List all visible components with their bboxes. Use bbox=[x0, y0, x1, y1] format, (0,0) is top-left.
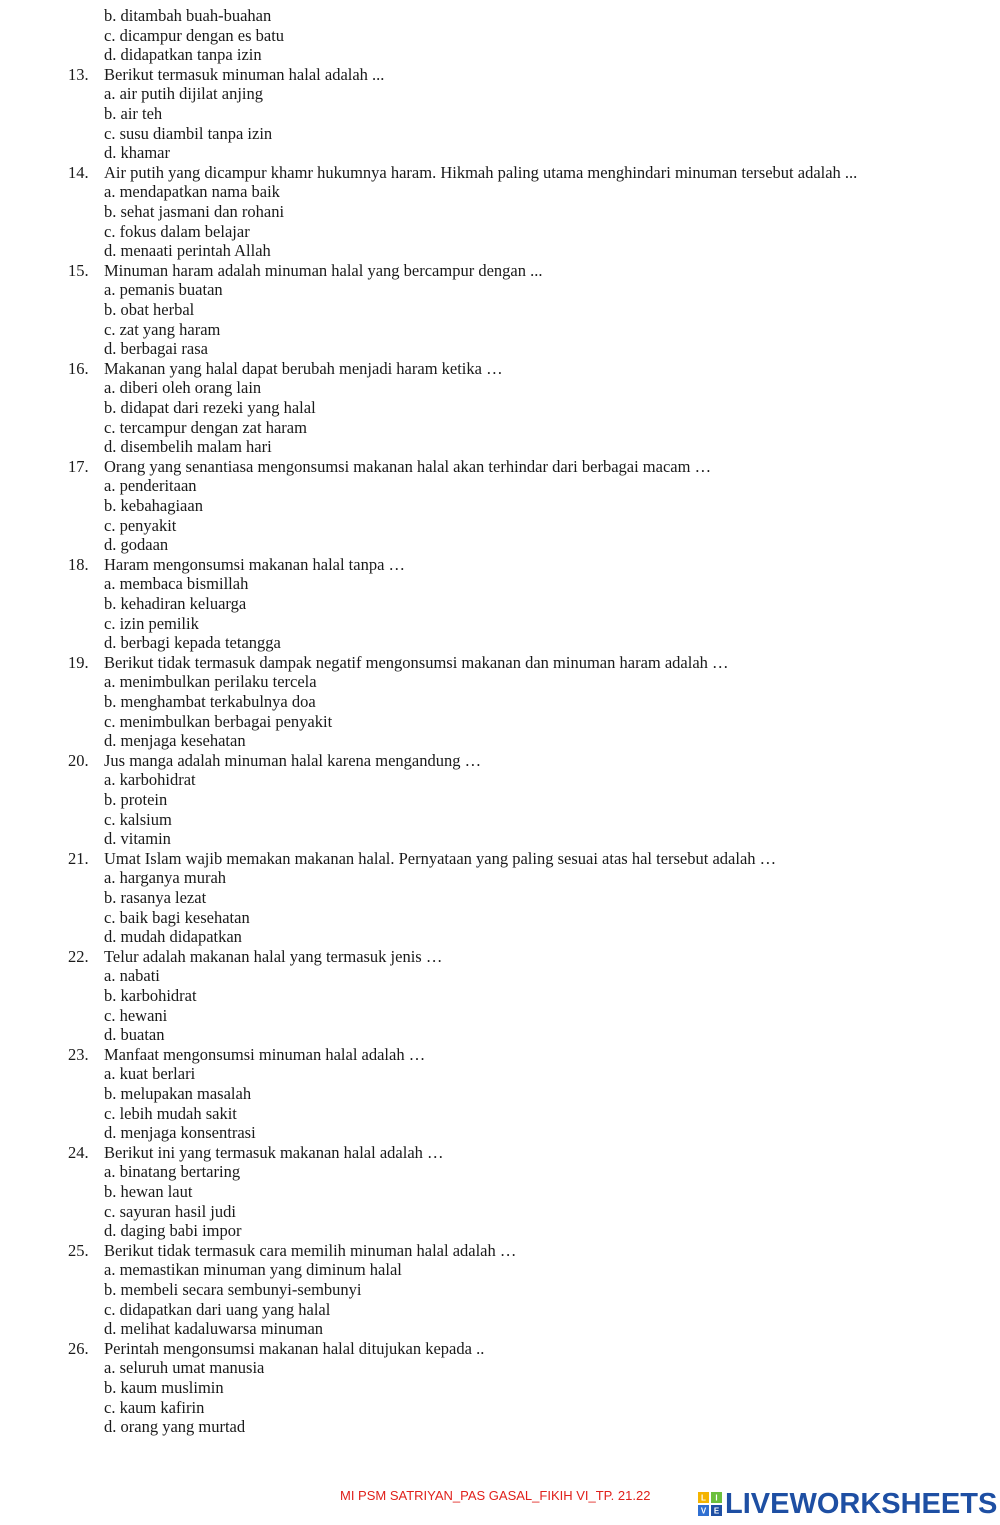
answer-option[interactable]: c. penyakit bbox=[104, 515, 177, 535]
question-number: 16. bbox=[68, 358, 89, 378]
question-text: Air putih yang dicampur khamr hukumnya haram. Hikmah paling utama menghindari minuman tersebut adalah ... bbox=[104, 162, 858, 182]
question-text: Manfaat mengonsumsi minuman halal adalah … bbox=[104, 1044, 426, 1064]
answer-option[interactable]: b. sehat jasmani dan rohani bbox=[104, 202, 285, 221]
answer-option[interactable]: d. menjaga konsentrasi bbox=[104, 1123, 256, 1143]
answer-option[interactable]: b. rasanya lezat bbox=[104, 888, 207, 907]
question-number: 24. bbox=[68, 1142, 89, 1162]
answer-option[interactable]: d. menaati perintah Allah bbox=[104, 241, 271, 261]
answer-option: c. dicampur dengan es batu bbox=[104, 25, 285, 45]
answer-option[interactable]: a. nabati bbox=[104, 966, 160, 986]
answer-option[interactable]: c. tercampur dengan zat haram bbox=[104, 417, 307, 437]
answer-option[interactable]: b. hewan laut bbox=[104, 1182, 193, 1201]
answer-option[interactable]: c. kalsium bbox=[104, 809, 172, 829]
answer-option[interactable]: a. mendapatkan nama baik bbox=[104, 182, 280, 202]
answer-option[interactable]: b. kaum muslimin bbox=[104, 1378, 224, 1397]
question-number: 23. bbox=[68, 1044, 89, 1064]
svg-text:V: V bbox=[700, 1506, 707, 1516]
answer-option[interactable]: c. baik bagi kesehatan bbox=[104, 907, 250, 927]
answer-option[interactable]: b. didapat dari rezeki yang halal bbox=[104, 398, 316, 417]
answer-option[interactable]: c. fokus dalam belajar bbox=[104, 221, 250, 241]
answer-option[interactable]: a. karbohidrat bbox=[104, 770, 196, 790]
question-text: Telur adalah makanan halal yang termasuk jenis … bbox=[104, 946, 443, 966]
answer-option[interactable]: d. mudah didapatkan bbox=[104, 927, 242, 947]
answer-option[interactable]: b. membeli secara sembunyi-sembunyi bbox=[104, 1280, 362, 1299]
answer-option[interactable]: b. protein bbox=[104, 790, 168, 809]
answer-option[interactable]: d. berbagai rasa bbox=[104, 339, 208, 359]
svg-text:L: L bbox=[701, 1493, 706, 1503]
answer-option[interactable]: c. kaum kafirin bbox=[104, 1397, 205, 1417]
svg-text:E: E bbox=[713, 1506, 720, 1516]
answer-option[interactable]: d. melihat kadaluwarsa minuman bbox=[104, 1319, 324, 1339]
answer-option[interactable]: c. sayuran hasil judi bbox=[104, 1201, 236, 1221]
answer-option[interactable]: a. kuat berlari bbox=[104, 1064, 196, 1084]
question-text: Berikut termasuk minuman halal adalah ... bbox=[104, 64, 385, 84]
question-number: 26. bbox=[68, 1338, 89, 1358]
question-number: 22. bbox=[68, 946, 89, 966]
answer-option[interactable]: a. memastikan minuman yang diminum halal bbox=[104, 1260, 402, 1280]
answer-option[interactable]: a. air putih dijilat anjing bbox=[104, 84, 264, 104]
answer-option[interactable]: a. diberi oleh orang lain bbox=[104, 378, 262, 398]
question-text: Orang yang senantiasa mengonsumsi makanan halal akan terhindar dari berbagai macam … bbox=[104, 456, 712, 476]
answer-option[interactable]: b. menghambat terkabulnya doa bbox=[104, 692, 316, 711]
footer-code: MI PSM SATRIYAN_PAS GASAL_FIKIH VI_TP. 21.22 bbox=[340, 1488, 651, 1503]
answer-option[interactable]: c. izin pemilik bbox=[104, 613, 199, 633]
answer-option[interactable]: b. karbohidrat bbox=[104, 986, 197, 1005]
answer-option[interactable]: b. obat herbal bbox=[104, 300, 195, 319]
question-number: 13. bbox=[68, 64, 89, 84]
question-text: Minuman haram adalah minuman halal yang bercampur dengan ... bbox=[104, 260, 543, 280]
question-number: 17. bbox=[68, 456, 89, 476]
answer-option[interactable]: a. penderitaan bbox=[104, 476, 197, 496]
question-number: 20. bbox=[68, 750, 89, 770]
question-number: 25. bbox=[68, 1240, 89, 1260]
liveworksheets-logo-icon bbox=[698, 1492, 722, 1516]
answer-option[interactable]: b. melupakan masalah bbox=[104, 1084, 252, 1103]
brand[interactable] bbox=[698, 1487, 997, 1521]
answer-option[interactable]: d. orang yang murtad bbox=[104, 1417, 246, 1437]
question-text: Umat Islam wajib memakan makanan halal. Pernyataan yang paling sesuai atas hal tersebut adalah … bbox=[104, 848, 777, 868]
question-text: Jus manga adalah minuman halal karena mengandung … bbox=[104, 750, 482, 770]
question-number: 15. bbox=[68, 260, 89, 280]
answer-option[interactable]: a. pemanis buatan bbox=[104, 280, 223, 300]
answer-option[interactable]: c. lebih mudah sakit bbox=[104, 1103, 237, 1123]
answer-option[interactable]: a. seluruh umat manusia bbox=[104, 1358, 265, 1378]
answer-option[interactable]: d. khamar bbox=[104, 143, 170, 163]
answer-option[interactable]: d. daging babi impor bbox=[104, 1221, 242, 1241]
brand-name: LIVEWORKSHEETS bbox=[725, 1487, 998, 1520]
answer-option[interactable]: a. harganya murah bbox=[104, 868, 227, 888]
question-number: 19. bbox=[68, 652, 89, 672]
answer-option[interactable]: a. menimbulkan perilaku tercela bbox=[104, 672, 317, 692]
answer-option[interactable]: b. air teh bbox=[104, 104, 163, 123]
answer-option[interactable]: d. godaan bbox=[104, 535, 169, 555]
answer-option[interactable]: c. menimbulkan berbagai penyakit bbox=[104, 711, 333, 731]
question-text: Makanan yang halal dapat berubah menjadi haram ketika … bbox=[104, 358, 503, 378]
question-text: Berikut ini yang termasuk makanan halal adalah … bbox=[104, 1142, 444, 1162]
question-text: Haram mengonsumsi makanan halal tanpa … bbox=[104, 554, 406, 574]
svg-text:I: I bbox=[715, 1493, 718, 1503]
answer-option[interactable]: b. kebahagiaan bbox=[104, 496, 203, 515]
question-number: 14. bbox=[68, 162, 89, 182]
answer-option[interactable]: d. buatan bbox=[104, 1025, 165, 1045]
question-number: 21. bbox=[68, 848, 89, 868]
answer-option[interactable]: a. membaca bismillah bbox=[104, 574, 249, 594]
answer-option[interactable]: c. susu diambil tanpa izin bbox=[104, 123, 273, 143]
answer-option[interactable]: d. berbagi kepada tetangga bbox=[104, 633, 281, 653]
answer-option[interactable]: c. didapatkan dari uang yang halal bbox=[104, 1299, 331, 1319]
answer-option[interactable]: d. menjaga kesehatan bbox=[104, 731, 246, 751]
answer-option: d. didapatkan tanpa izin bbox=[104, 45, 262, 65]
question-text: Perintah mengonsumsi makanan halal ditujukan kepada .. bbox=[104, 1338, 485, 1358]
answer-option[interactable]: c. zat yang haram bbox=[104, 319, 221, 339]
question-text: Berikut tidak termasuk cara memilih minuman halal adalah … bbox=[104, 1240, 517, 1260]
answer-option[interactable]: b. kehadiran keluarga bbox=[104, 594, 247, 613]
question-number: 18. bbox=[68, 554, 89, 574]
answer-option[interactable]: d. disembelih malam hari bbox=[104, 437, 272, 457]
answer-option: b. ditambah buah-buahan bbox=[104, 6, 272, 25]
answer-option[interactable]: a. binatang bertaring bbox=[104, 1162, 241, 1182]
question-text: Berikut tidak termasuk dampak negatif mengonsumsi makanan dan minuman haram adalah … bbox=[104, 652, 729, 672]
answer-option[interactable]: d. vitamin bbox=[104, 829, 171, 849]
answer-option[interactable]: c. hewani bbox=[104, 1005, 168, 1025]
